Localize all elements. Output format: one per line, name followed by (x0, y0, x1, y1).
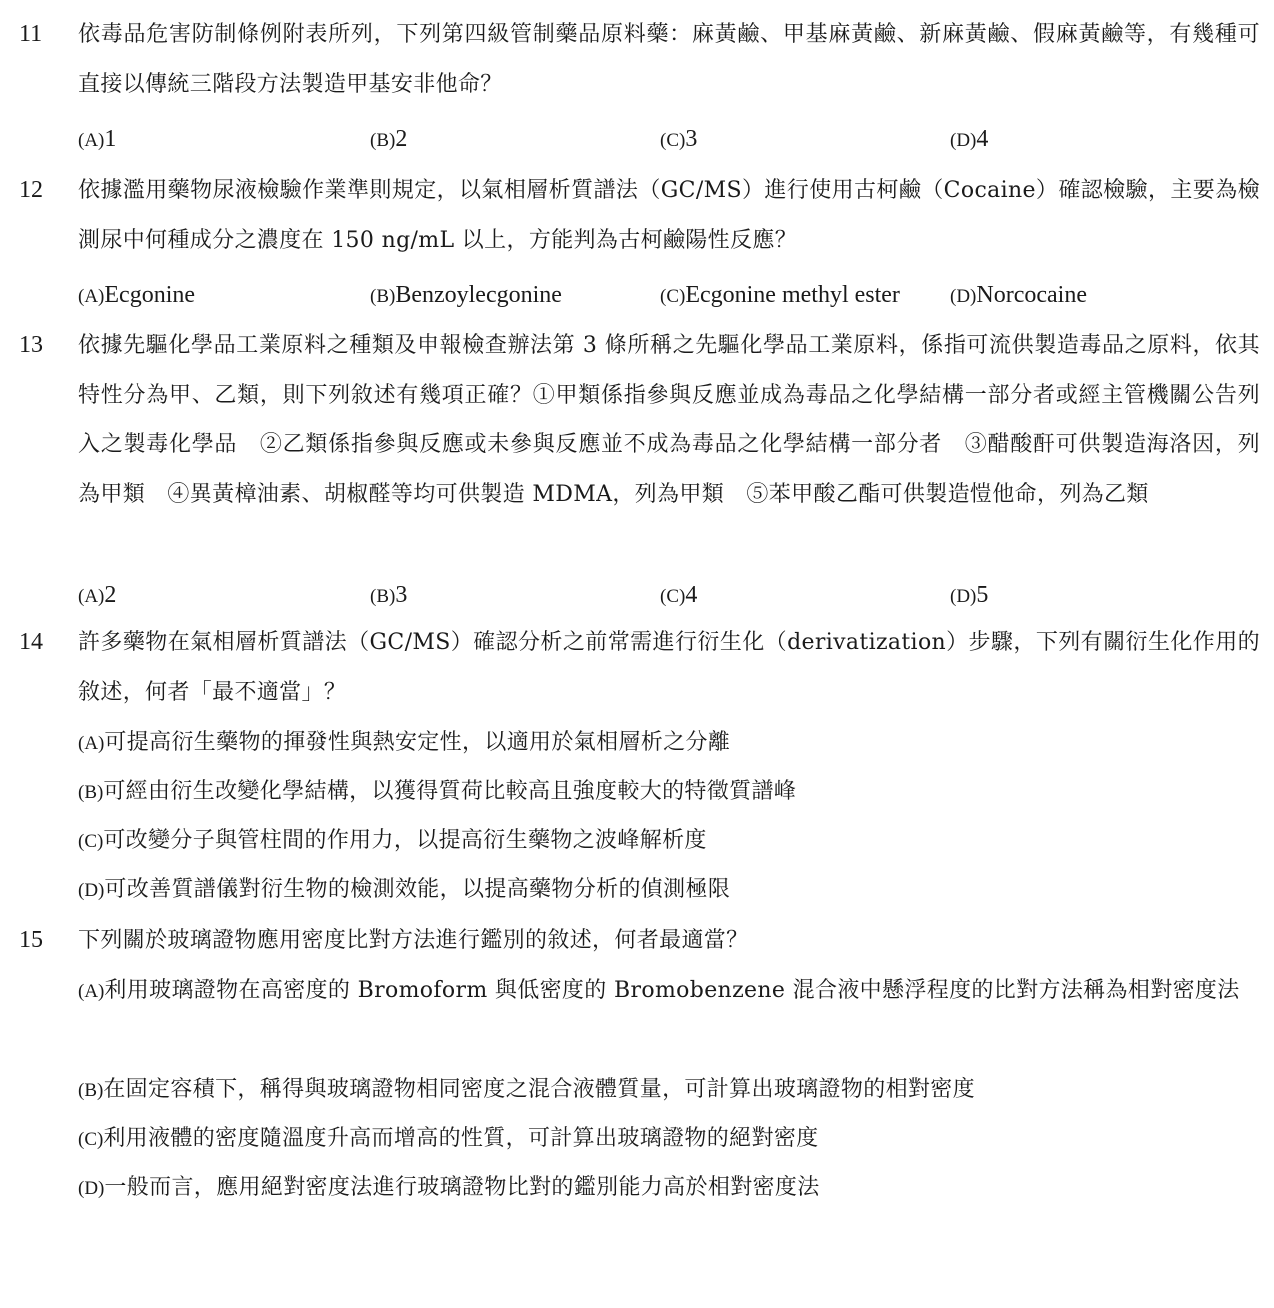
option-c[interactable] (660, 271, 900, 321)
option-text: Benzoylecgonine (395, 282, 562, 308)
option-a[interactable] (78, 115, 116, 165)
option-label: (B) (78, 1080, 104, 1101)
option-label: (C) (660, 586, 686, 607)
option-label: (B) (78, 782, 104, 803)
option-b[interactable] (370, 571, 407, 621)
option-label: (A) (78, 286, 105, 307)
option-text: 一般而言，應用絕對密度法進行玻璃證物比對的鑑別能力高於相對密度法 (104, 1175, 820, 1200)
question-number: 12 (19, 177, 43, 203)
option-b[interactable] (78, 767, 1260, 818)
option-label: (D) (950, 130, 977, 151)
option-label: (B) (370, 586, 396, 607)
option-c[interactable] (660, 115, 697, 165)
option-c[interactable] (78, 1114, 1260, 1165)
option-c[interactable] (78, 816, 1260, 867)
option-label: (D) (78, 880, 105, 901)
option-text: Ecgonine (104, 282, 196, 308)
option-label: (B) (370, 286, 396, 307)
option-b[interactable] (78, 1065, 1260, 1116)
option-text: 1 (104, 126, 117, 152)
option-text: 5 (976, 582, 989, 608)
options-row (0, 571, 1274, 620)
option-b[interactable] (370, 115, 407, 165)
question-number: 15 (19, 927, 43, 953)
option-a[interactable] (78, 271, 195, 321)
option-text: 可經由衍生改變化學結構，以獲得質荷比較高且強度較大的特徵質譜峰 (103, 779, 797, 804)
option-text: 2 (104, 582, 117, 608)
option-text: 在固定容積下，稱得與玻璃證物相同密度之混合液體質量，可計算出玻璃證物的相對密度 (103, 1077, 975, 1102)
option-a[interactable] (78, 966, 1260, 1017)
question-stem: 下列關於玻璃證物應用密度比對方法進行鑑別的敘述，何者最適當？ (78, 928, 749, 953)
option-text: 可改變分子與管柱間的作用力，以提高衍生藥物之波峰解析度 (103, 828, 707, 853)
option-text: 2 (395, 126, 408, 152)
option-d[interactable] (950, 571, 988, 621)
option-text: 利用液體的密度隨溫度升高而增高的性質，可計算出玻璃證物的絕對密度 (103, 1126, 819, 1151)
option-d[interactable] (78, 1163, 1260, 1214)
option-text: 3 (395, 582, 408, 608)
option-label: (A) (78, 733, 105, 754)
option-b[interactable] (370, 271, 562, 321)
option-c[interactable] (660, 571, 697, 621)
option-text: 4 (685, 582, 698, 608)
option-d[interactable] (950, 115, 988, 165)
option-label: (A) (78, 130, 105, 151)
option-text: 3 (685, 126, 698, 152)
option-text: 利用玻璃證物在高密度的 Bromoform 與低密度的 Bromobenzene 混合液中懸浮程度的比對方法稱為相對密度法 (104, 978, 1240, 1003)
option-label: (C) (78, 1129, 104, 1150)
option-label: (C) (660, 286, 686, 307)
option-label: (D) (950, 586, 977, 607)
option-text: 可提高衍生藥物的揮發性與熱安定性，以適用於氣相層析之分離 (104, 730, 731, 755)
option-d[interactable] (78, 865, 1260, 916)
question-stem: 依毒品危害防制條例附表所列，下列第四級管制藥品原料藥：麻黃鹼、甲基麻黃鹼、新麻黃鹼、假麻黃鹼等，有幾種可直接以傳統三階段方法製造甲基安非他命？ (78, 22, 1260, 97)
question-stem: 許多藥物在氣相層析質譜法（GC/MS）確認分析之前常需進行衍生化（derivatization）步驟，下列有關衍生化作用的敘述，何者「最不適當」？ (78, 630, 1260, 705)
option-label: (D) (950, 286, 977, 307)
option-text: Ecgonine methyl ester (685, 282, 900, 308)
option-label: (A) (78, 586, 105, 607)
question-stem: 依據先驅化學品工業原料之種類及申報檢查辦法第 3 條所稱之先驅化學品工業原料，係指可流供製造毒品之原料，依其特性分為甲、乙類，則下列敘述有幾項正確？①甲類係指參與反應並成為毒品之化學結構一部分者或經主管機關公告列入之製毒化學品 ②乙類係指參與反應或未參與反應並不成為毒品之化學結構一部分者 ③醋酸酐可供製造海洛因，列為甲類 ④異黃樟油素、胡椒醛等均可供製造 MDMA，列為甲類 ⑤苯甲酸乙酯可供製造愷他命，列為乙類 (78, 333, 1260, 507)
option-text: 可改善質譜儀對衍生物的檢測效能，以提高藥物分析的偵測極限 (104, 877, 731, 902)
option-label: (C) (78, 831, 104, 852)
option-label: (D) (78, 1178, 105, 1199)
option-label: (C) (660, 130, 686, 151)
option-a[interactable] (78, 571, 116, 621)
option-text: Norcocaine (976, 282, 1087, 308)
options-row (0, 115, 1274, 164)
option-d[interactable] (950, 271, 1087, 321)
option-label: (A) (78, 981, 105, 1002)
question-number: 13 (19, 332, 43, 358)
option-label: (B) (370, 130, 396, 151)
option-a[interactable] (78, 718, 1260, 769)
option-text: 4 (976, 126, 989, 152)
question-number: 11 (19, 21, 43, 47)
question-number: 14 (19, 629, 43, 655)
question-stem: 依據濫用藥物尿液檢驗作業準則規定，以氣相層析質譜法（GC/MS）進行使用古柯鹼（Cocaine）確認檢驗，主要為檢測尿中何種成分之濃度在 150 ng/mL 以上，方能判為古柯鹼陽性反應？ (78, 178, 1260, 253)
options-row (0, 271, 1274, 320)
